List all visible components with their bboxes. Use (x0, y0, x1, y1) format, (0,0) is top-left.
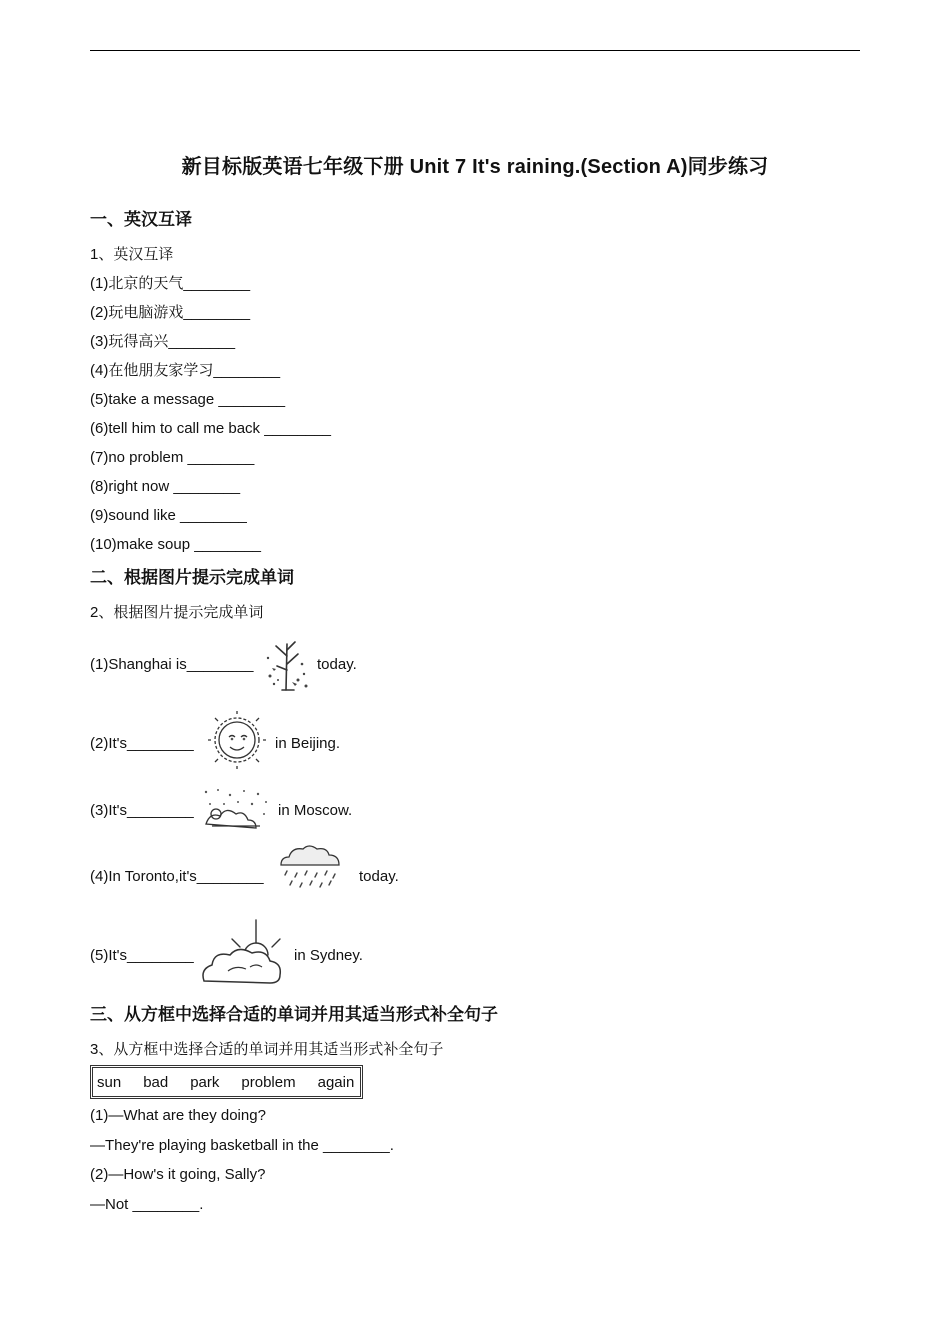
question-1-item: (9)sound like ________ (90, 507, 247, 524)
question-2-label: 2、根据图片提示完成单词 (90, 604, 264, 621)
question-1-item: (1)北京的天气________ (90, 275, 251, 292)
cloudy-sun-icon (198, 917, 288, 987)
question-2-item-after: in Moscow. (278, 802, 353, 819)
word-box (90, 1065, 363, 1099)
question-1-label: 1、英汉互译 (90, 246, 174, 263)
word-box-word: sun (97, 1073, 122, 1091)
snow-icon (200, 786, 272, 830)
question-2-item-after: today. (317, 656, 357, 673)
question-3-line: —They're playing basketball in the ________. (90, 1137, 394, 1154)
question-2-item-after: in Sydney. (294, 947, 363, 964)
word-box-word: problem (241, 1073, 296, 1091)
sun-icon (205, 710, 269, 770)
question-3-line: (2)—How's it going, Sally? (90, 1166, 266, 1183)
question-1-item: (6)tell him to call me back ________ (90, 420, 331, 437)
word-box-word: again (317, 1073, 355, 1091)
section-2-heading: 二、根据图片提示完成单词 (90, 568, 294, 587)
question-3-line: —Not ________. (90, 1196, 204, 1213)
question-1-item: (10)make soup ________ (90, 536, 261, 553)
question-1-item: (8)right now ________ (90, 478, 241, 495)
question-2-item-after: today. (359, 868, 399, 885)
section-3-heading: 三、从方框中选择合适的单词并用其适当形式补全句子 (90, 1005, 498, 1024)
question-1-item: (5)take a message ________ (90, 391, 286, 408)
question-2-item-before: (4)In Toronto,it's________ (90, 868, 264, 885)
question-1-item: (7)no problem ________ (90, 449, 255, 466)
question-2-item-before: (5)It's________ (90, 947, 194, 964)
question-3-line: (1)—What are they doing? (90, 1107, 266, 1124)
word-box-word: bad (143, 1073, 169, 1091)
question-1-item: (3)玩得高兴________ (90, 333, 236, 350)
question-1-item: (4)在他朋友家学习________ (90, 362, 281, 379)
question-2-item-before: (1)Shanghai is________ (90, 656, 254, 673)
question-1-item: (2)玩电脑游戏________ (90, 304, 251, 321)
windy-tree-icon (262, 636, 314, 692)
question-3-label: 3、从方框中选择合适的单词并用其适当形式补全句子 (90, 1041, 444, 1058)
section-1-heading: 一、英汉互译 (90, 210, 192, 229)
question-2-item-before: (3)It's________ (90, 802, 194, 819)
word-box-word: park (190, 1073, 220, 1091)
rain-cloud-icon (275, 843, 345, 893)
page-title: 新目标版英语七年级下册 Unit 7 It's raining.(Section A)同步练习 (181, 156, 769, 178)
header-rule (90, 50, 860, 51)
question-2-item-after: in Beijing. (275, 735, 341, 752)
question-2-item-before: (2)It's________ (90, 735, 194, 752)
